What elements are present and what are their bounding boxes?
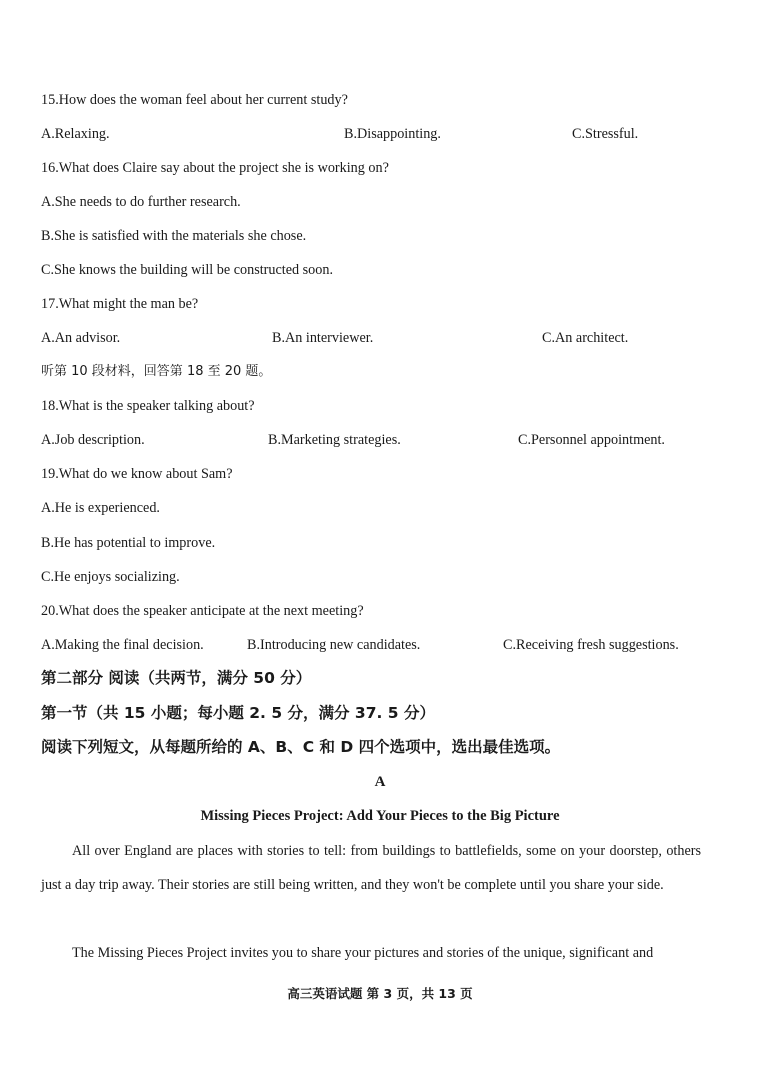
question-18-option-c: C.Personnel appointment. bbox=[518, 432, 665, 448]
passage-paragraph-1-text: All over England are places with stories to tell: from buildings to battlefields, some on your doorstep, others just a day trip away. Their stories are still being written, and they won't be complete until you share your side. bbox=[41, 843, 701, 893]
question-17-option-c: C.An architect. bbox=[542, 330, 629, 346]
listening-instruction: 听第 10 段材料，回答第 18 至 20 题。 bbox=[41, 364, 272, 379]
passage-paragraph-2 bbox=[41, 936, 701, 970]
section-one-heading: 第一节（共 15 小题；每小题 2. 5 分，满分 37. 5 分） bbox=[41, 704, 435, 722]
question-19-option-b: B.He has potential to improve. bbox=[41, 535, 216, 551]
passage-title: Missing Pieces Project: Add Your Pieces to the Big Picture bbox=[200, 808, 560, 824]
part-two-heading: 第二部分 阅读（共两节，满分 50 分） bbox=[41, 669, 312, 687]
question-15-option-b: B.Disappointing. bbox=[344, 126, 441, 142]
page-footer: 高三英语试题 第 3 页，共 13 页 bbox=[287, 986, 473, 1001]
question-16-option-c: C.She knows the building will be constructed soon. bbox=[41, 262, 334, 278]
question-20-option-a: A.Making the final decision. bbox=[41, 637, 204, 653]
passage-paragraph-1 bbox=[41, 834, 701, 902]
question-20-option-b: B.Introducing new candidates. bbox=[247, 637, 421, 653]
reading-instruction: 阅读下列短文，从每题所给的 A、B、C 和 D 四个选项中，选出最佳选项。 bbox=[41, 738, 561, 756]
question-17-stem: 17.What might the man be? bbox=[41, 296, 199, 312]
question-17-option-a: A.An advisor. bbox=[41, 330, 121, 346]
question-16-stem: 16.What does Claire say about the project she is working on? bbox=[41, 160, 389, 176]
question-18-option-a: A.Job description. bbox=[41, 432, 145, 448]
question-19-option-c: C.He enjoys socializing. bbox=[41, 569, 180, 585]
question-15-option-c: C.Stressful. bbox=[572, 126, 639, 142]
question-15-stem: 15.How does the woman feel about her current study? bbox=[41, 92, 348, 108]
question-18-stem: 18.What is the speaker talking about? bbox=[41, 398, 255, 414]
question-15-option-a: A.Relaxing. bbox=[41, 126, 110, 142]
question-17-option-b: B.An interviewer. bbox=[272, 330, 374, 346]
passage-paragraph-2-text: The Missing Pieces Project invites you to share your pictures and stories of the unique, significant and bbox=[72, 945, 654, 961]
question-20-stem: 20.What does the speaker anticipate at the next meeting? bbox=[41, 603, 364, 619]
passage-letter: A bbox=[374, 774, 386, 790]
question-16-option-b: B.She is satisfied with the materials she chose. bbox=[41, 228, 307, 244]
question-16-option-a: A.She needs to do further research. bbox=[41, 194, 241, 210]
question-20-option-c: C.Receiving fresh suggestions. bbox=[503, 637, 679, 653]
question-19-stem: 19.What do we know about Sam? bbox=[41, 466, 233, 482]
question-19-option-a: A.He is experienced. bbox=[41, 500, 160, 516]
question-18-option-b: B.Marketing strategies. bbox=[268, 432, 401, 448]
